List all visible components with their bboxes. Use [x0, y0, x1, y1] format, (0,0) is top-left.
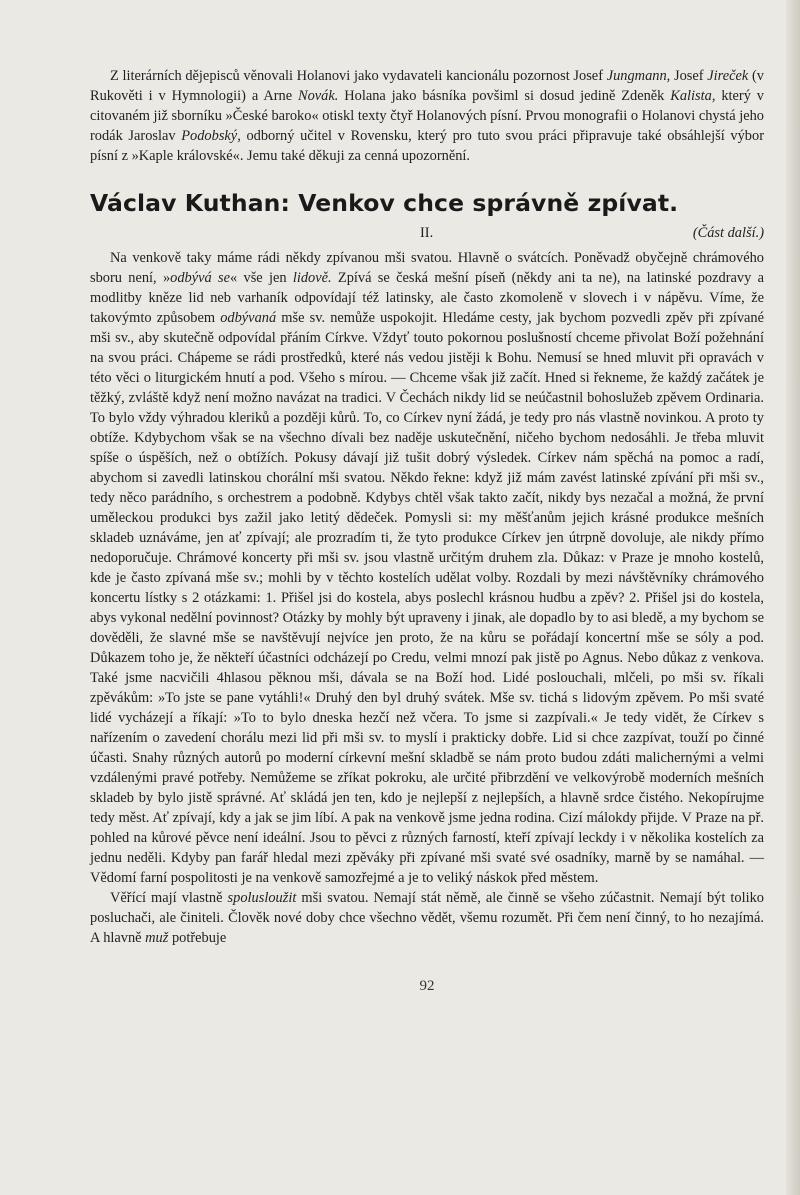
text-run: Josef — [670, 68, 708, 84]
emphasis-text: odbývá se — [170, 270, 230, 286]
emphasis-text: Novák. — [297, 88, 339, 104]
body-paragraph — [90, 248, 764, 888]
text-run: Na venkově taky máme rádi někdy zpívanou mši svatou. Hlavně o svátcích. Poněvadž obyčejně chrámového sboru není, » — [90, 250, 764, 286]
text-run: (v Rukověti i v Hymnologii) a Arne — [90, 68, 764, 104]
emphasis-text: odbývaná — [220, 310, 277, 326]
emphasis-text: Jireček — [707, 68, 749, 84]
text-run: mši svatou. Nemají stát němě, ale činně se všeho zúčastnit. Nemají být toliko posluchači, ale činiteli. Člověk nové doby chce všechno vědět, všemu rozumět. Při čem není činný, to ho nezajímá. A hlavně — [90, 890, 765, 946]
body-paragraph — [90, 888, 764, 948]
emphasis-text: Podobský, — [181, 128, 241, 144]
part-line — [90, 222, 764, 244]
emphasis-text: spolusloužit — [227, 890, 297, 906]
page-sheet — [90, 0, 764, 1016]
emphasis-text: muž — [145, 930, 169, 946]
text-run: který v citovaném již sborníku »České baroko« otiskl texty čtyř Holanových písní. Prvou monografii o Holanovi chystá jeho rodák Jaroslav — [90, 88, 764, 144]
page-edge-shadow — [786, 0, 800, 1195]
text-run: Z literárních dějepisců věnovali Holanovi jako vydavateli kancionálu pozornost Josef — [110, 68, 607, 84]
text-run: mše sv. nemůže uspokojit. Hledáme cesty, jak bychom pozvedli zpěv při zpívané mši sv., aby skutečně odpovídal přáním Církve. Vždyť touto pokornou poslušností chceme přivolat Boží požehnání na svou práci. Chápeme se rádi prostředků, které nás vedou jistěji k Bohu. Nemusí se hned mluvit při opravách v této věci o liturgickém hnutí a pod. Všeho s mírou. — Chceme však již začít. Hned si řekneme, že každý začátek je těžký, zvláště když není možno navázat na tradici. V Čechách nikdy lid se neúčastnil bohoslužeb zpěvem Ordinaria. To bylo vždy výhradou kleriků a později kůrů. To, co Církev nyní žádá, je tedy pro nás vlastně novinkou. A proto ty obtíže. Kdybychom však se na všechno dívali bez naděje uskutečnění, ničeho bychom nedosáhli. Je třeba mluvit spíše o úspěších, než o obtížích. Pokusy dávají již tušit dobrý výsledek. Církev nám spěchá na pomoc a radí, abychom si zavedli latinskou chorální mši svatou. Někdo řekne: když již mám zavést latinské zpívání při mši sv., tedy něco parádního, s orchestrem a podobně. Kdybys chtěl však takto začít, nikdy bys nezačal a možná, že první uměleckou produkci bys zažil jako letitý dědeček. Pomysli si: my měšťanům jejich krásné produkce mešních skladeb uznáváme, jen ať zpívají; ale prozradím ti, že tyto produkce Církev jen útrpně dovoluje, ale nikdy přímo nedoporučuje. Chrámové koncerty při mši sv. jsou vlastně určitým druhem zla. Důkaz: v Praze je mnoho kostelů, kde je často zpívaná mše sv.; mohli by v těchto kostelích udělat volby. Rozdali by mezi návštěvníky chrámového koncertu lístky s 2 otázkami: 1. Přišel jsi do kostela, abys poslechl krásnou hudbu a zpěv? 2. Přišel jsi do kostela, abys vykonal nedělní povinnost? Otázky by mohly být upraveny i jinak, ale dopadlo by to asi bledě, a my bychom se dověděli, že slavné mše se navštěvují nejvíce jen proto, že na kůru se pořádají koncertní mše se sóly a pod. Důkazem toho je, že někteří účastníci odcházejí po Credu, velmi mnozí pak jistě po Agnus. Nebo důkaz z venkova. Také jsme nacvičili 4hlasou pěknou mši, dávala se na Boží hod. Lidé poslouchali, mlčeli, po mši sv. říkali zpěvákům: »To jste se pane vytáhli!« Druhý den byl druhý svátek. Mše sv. tichá s lidovým zpěvem. Po mši svaté lidé vycházejí a říkají: »To to bylo dneska hezčí než včera. To jsme si zazpívali.« Je tedy vidět, že Církev s nařízením o zavedení chorálu mezi lid při mši sv. to myslí i prakticky dobře. Lid si chce zazpívat, touží po činné účasti. Snahy různých autorů po moderní církevní mešní skladbě se nám proto budou zdáti malichernými a velmi vzdálenými pravé potřeby. Nemůžeme se zříkat pokroku, ale určité přibrzdění ve velkovýrobě moderních mešních skladeb by bylo jistě správné. Ať skládá jen ten, kdo je nejlepší z nejlepších, a hlavně srdce čistého. Nekopírujme tedy měst. Ať zpívají, kdy a jak se jim líbí. A pak na venkově jsme jedna rodina. Cizí málokdy přijde. V Praze na př. pohled na kůrové pěvce není ideální. Jsou to pěvci z různých farností, kteří zpívají leckdy i v několika kostelích za jednu neděli. Kdyby pan farář hledal mezi zpěváky při zpívané mši svaté své osadníky, marně by se namáhal. — Vědomí farní pospolitosti je na venkově samozřejmé a je to veliký náskok před městem. — [90, 310, 764, 886]
text-run: Věřící mají vlastně — [110, 890, 228, 906]
emphasis-text: Jungmann, — [606, 68, 671, 84]
part-number: II. — [420, 225, 434, 241]
emphasis-text: lidově. — [292, 270, 332, 286]
intro-paragraph-block — [90, 66, 764, 166]
text-run: Zpívá se česká mešní píseň (někdy ani ta ne), na latinské pozdravy a modlitby kněze lid neb varhaník odpovídají též latinsky, ale často zkomoleně v slovech i v nápěvu. Víme, že takovýmto způsobem — [90, 270, 764, 326]
article-title: Václav Kuthan: Venkov chce správně zpívat. — [90, 189, 679, 217]
article-body — [90, 248, 764, 948]
emphasis-text: Kalista, — [670, 88, 716, 104]
intro-paragraph — [90, 66, 764, 166]
page-number: 92 — [419, 978, 435, 994]
text-run: « vše jen — [230, 270, 293, 286]
text-run: potřebuje — [168, 930, 227, 946]
text-run: odborný učitel v Rovensku, který pro tuto svou práci připravuje také obsáhlejší výbor písní z »Kaple královské«. Jemu také děkuji za cenná upozornění. — [90, 128, 764, 164]
part-note: (Část další.) — [692, 225, 764, 241]
text-run: Holana jako básníka povšiml si dosud jedině Zdeněk — [338, 88, 671, 104]
